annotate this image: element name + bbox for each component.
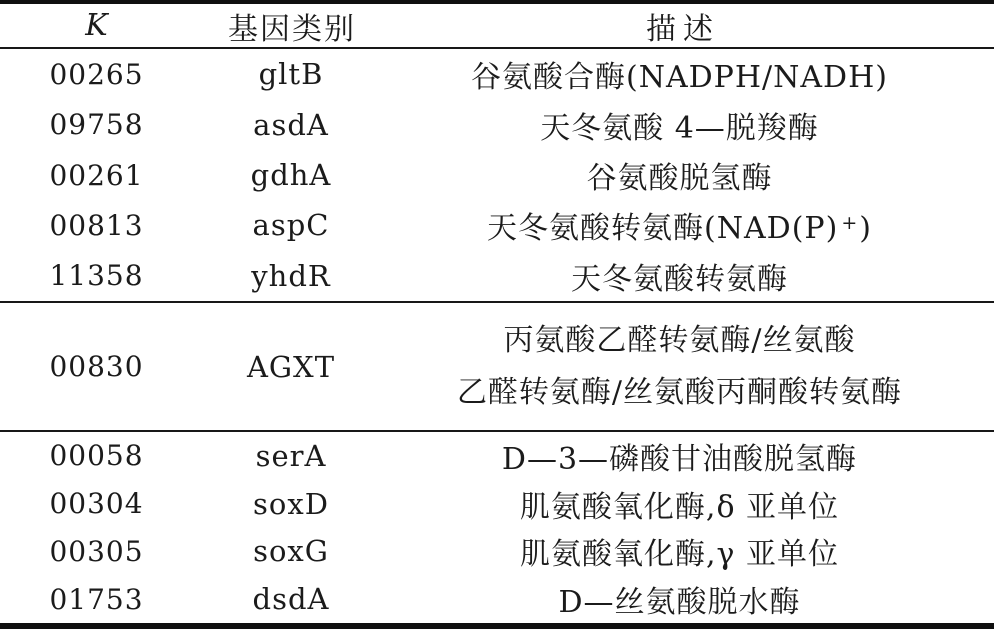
gene-cell: soxG (253, 534, 329, 569)
table-bottom-rule (0, 623, 994, 629)
gene-cell: serA (255, 438, 327, 473)
table-header-row (0, 4, 994, 47)
desc-cell: D—丝氨酸脱水酶 (558, 585, 801, 621)
desc-cell: 肌氨酸氧化酶,γ 亚单位 (519, 537, 839, 573)
table-row (0, 303, 994, 430)
desc-cell: 谷氨酸合酶(NADPH/NADH) (471, 60, 888, 96)
desc-main: 天冬氨酸转氨酶(NAD(P) (487, 211, 839, 247)
k-cell: 00304 (49, 487, 144, 521)
k-cell: 00305 (49, 534, 144, 568)
desc-cell: 肌氨酸氧化酶,δ 亚单位 (519, 489, 840, 525)
k-cell: 00058 (49, 439, 144, 473)
k-cell: 01753 (49, 582, 144, 616)
k-cell: 00265 (49, 57, 144, 91)
table-row (0, 99, 994, 149)
table-row (0, 49, 994, 99)
gene-cell: aspC (252, 208, 330, 243)
table-row (0, 150, 994, 200)
desc-cell: 谷氨酸脱氢酶 (586, 161, 773, 197)
desc-cell (389, 200, 994, 250)
gene-cell: gltB (258, 57, 324, 92)
k-cell: 00813 (49, 208, 144, 242)
desc-cell: 天冬氨酸 4—脱羧酶 (540, 110, 819, 146)
table-row (0, 432, 994, 480)
gene-cell: dsdA (252, 582, 330, 617)
desc-cell: 天冬氨酸转氨酶 (571, 261, 788, 297)
table-row (0, 575, 994, 623)
desc-cell: D—3—磷酸甘油酸脱氢酶 (501, 441, 858, 477)
desc-line-1: 丙氨酸乙醛转氨酶/丝氨酸 (503, 323, 856, 358)
k-cell: 00261 (49, 158, 144, 192)
header-k: K (85, 8, 108, 43)
k-cell: 09758 (49, 108, 144, 142)
table-row (0, 251, 994, 301)
table-section-1 (0, 49, 994, 301)
gene-cell: asdA (253, 107, 329, 142)
desc-cell (389, 303, 994, 430)
desc-line-2: 乙醛转氨酶/丝氨酸丙酮酸转氨酶 (456, 375, 903, 410)
superscript-plus: + (841, 212, 859, 235)
table-section-3 (0, 432, 994, 623)
gene-cell: soxD (253, 486, 329, 521)
desc-close-paren: ) (859, 211, 872, 247)
k-cell: 11358 (49, 259, 144, 293)
table-row (0, 480, 994, 528)
header-description: 描述 (646, 11, 720, 47)
table-row (0, 200, 994, 250)
desc-text (487, 203, 872, 247)
header-gene-category: 基因类别 (228, 11, 356, 47)
table-row (0, 528, 994, 576)
gene-cell: gdhA (250, 158, 332, 193)
gene-cell: AGXT (246, 349, 336, 384)
k-cell: 00830 (49, 350, 144, 383)
table-section-2 (0, 303, 994, 430)
gene-cell: yhdR (251, 258, 331, 293)
